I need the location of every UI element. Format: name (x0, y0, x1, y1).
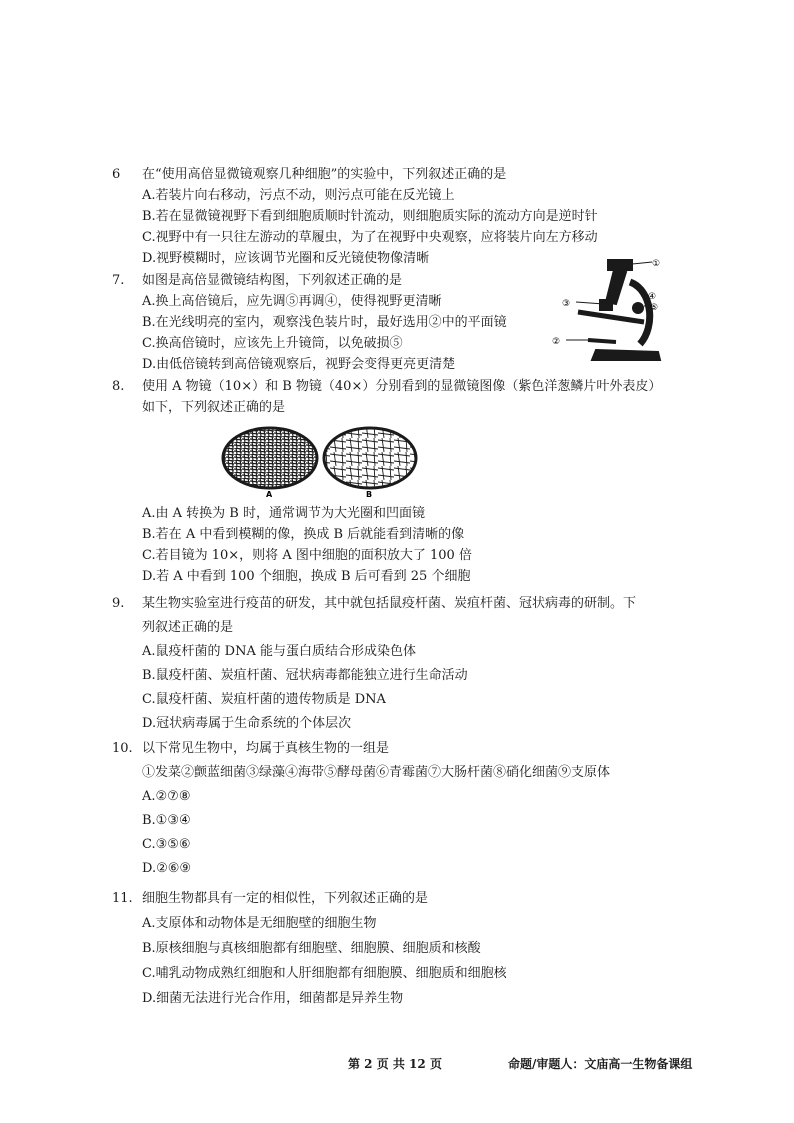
option-b: B.若在显微镜视野下看到细胞质顺时针流动，则细胞质实际的流动方向是逆时针 (142, 209, 598, 224)
option-b: B.鼠疫杆菌、炭疽杆菌、冠状病毒都能独立进行生命活动 (142, 668, 468, 683)
microscope-base (592, 350, 660, 360)
image-a-field (223, 428, 317, 488)
figure-label-1: ① (652, 259, 661, 269)
option-c: C.哺乳动物成熟红细胞和人肝细胞都有细胞膜、细胞质和细胞核 (142, 966, 507, 981)
figure-label-5: ⑤ (650, 303, 659, 313)
option-d: D.②⑥⑨ (142, 861, 192, 876)
option-d: D.视野模糊时，应该调节光圈和反光镜使物像清晰 (142, 251, 430, 266)
question-stem-continued: ①发菜②颤蓝细菌③绿藻④海带⑤酵母菌⑥青霉菌⑦大肠杆菌⑧硝化细菌⑨支原体 (142, 765, 611, 780)
question-stem: 某生物实验室进行疫苗的研发，其中就包括鼠疫杆菌、炭疽杆菌、冠状病毒的研制。下 (142, 596, 637, 611)
cell-images-figure (218, 424, 418, 500)
option-c: C.③⑤⑥ (142, 837, 191, 852)
question-number: 10. (112, 741, 133, 756)
option-a: A.支原体和动物体是无细胞壁的细胞生物 (142, 916, 377, 931)
question-stem-continued: 列叙述正确的是 (142, 620, 234, 635)
microscope-tube (606, 270, 626, 304)
question-number: 8. (112, 379, 125, 394)
page-number: 第 2 页 共 12 页 (348, 1057, 442, 1071)
question-9 (112, 592, 636, 736)
option-a: A.若装片向右移动，污点不动，则污点可能在反光镜上 (142, 188, 455, 203)
figure-label-3: ③ (562, 299, 571, 309)
question-number: 9. (112, 596, 125, 611)
microscope-objective (600, 300, 612, 310)
question-stem-continued: 如下，下列叙述正确的是 (142, 400, 286, 415)
option-a: A.由 A 转换为 B 时，通常调节为大光圈和凹面镜 (142, 506, 425, 521)
option-a: A.鼠疫杆菌的 DNA 能与蛋白质结合形成染色体 (142, 644, 416, 659)
question-stem: 细胞生物都具有一定的相似性，下列叙述正确的是 (142, 891, 429, 906)
question-10 (112, 737, 610, 881)
image-a-label: A (266, 490, 273, 499)
figure-label-2: ② (552, 337, 561, 347)
image-b-field (324, 428, 416, 488)
question-8-options (112, 503, 472, 587)
option-c: C.视野中有一只往左游动的草履虫，为了在视野中央观察，应将装片向左方移动 (142, 230, 598, 245)
option-b: B.①③④ (142, 813, 191, 828)
question-stem: 使用 A 物镜（10×）和 B 物镜（40×）分别看到的显微镜图像（紫色洋葱鳞片叶外表皮） (142, 379, 662, 394)
option-c: C.换高倍镜时，应该先上升镜筒，以免破损⑤ (142, 336, 403, 351)
question-11 (112, 886, 507, 1011)
option-d: D.冠状病毒属于生命系统的个体层次 (142, 716, 352, 731)
microscope-mirror (588, 340, 616, 342)
question-number: 6 (112, 167, 121, 182)
option-a: A.②⑦⑧ (142, 789, 191, 804)
question-number: 7. (112, 273, 125, 288)
microscope-figure (548, 256, 668, 364)
figure-label-4: ④ (648, 292, 657, 302)
option-b: B.原核细胞与真核细胞都有细胞壁、细胞膜、细胞质和核酸 (142, 941, 481, 956)
option-c: C.若目镜为 10×，则将 A 图中细胞的面积放大了 100 倍 (142, 548, 472, 563)
option-d: D.由低倍镜转到高倍镜观察后，视野会变得更亮更清楚 (142, 357, 456, 372)
option-b: B.若在 A 中看到模糊的像，换成 B 后就能看到清晰的像 (142, 527, 465, 542)
image-b-label: B (366, 490, 373, 499)
microscope-knob (633, 303, 643, 313)
microscope-eyepiece (608, 260, 632, 270)
question-7 (112, 270, 507, 375)
option-a: A.换上高倍镜后，应先调⑤再调④，使得视野更清晰 (142, 294, 442, 309)
question-stem: 在“使用高倍显微镜观察几种细胞”的实验中，下列叙述正确的是 (142, 167, 507, 182)
question-8 (112, 376, 661, 418)
option-c: C.鼠疫杆菌、炭疽杆菌的遗传物质是 DNA (142, 692, 386, 707)
option-d: D.细菌无法进行光合作用，细菌都是异养生物 (142, 991, 404, 1006)
footer-author: 命题/审题人：文庙高一生物备课组 (508, 1057, 693, 1071)
question-stem: 以下常见生物中，均属于真核生物的一组是 (142, 741, 390, 756)
question-stem: 如图是高倍显微镜结构图，下列叙述正确的是 (142, 273, 403, 288)
microscope-stage (578, 312, 644, 322)
question-6 (112, 164, 598, 269)
question-number: 11. (112, 891, 133, 906)
option-b: B.在光线明亮的室内，观察浅色装片时，最好选用②中的平面镜 (142, 315, 507, 330)
option-d: D.若 A 中看到 100 个细胞，换成 B 后可看到 25 个细胞 (142, 569, 471, 584)
